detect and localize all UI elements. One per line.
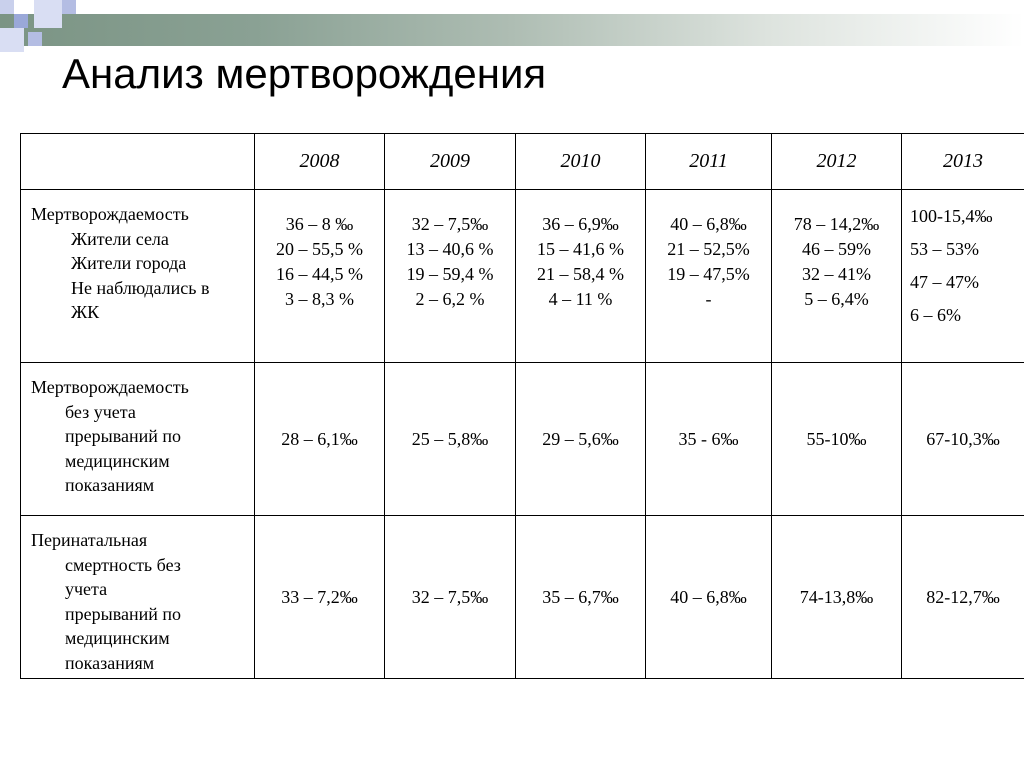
cell-line: 32 – 7,5‰ bbox=[411, 214, 489, 234]
row-label-sub: показаниям bbox=[65, 475, 155, 495]
row-label-sub: учета bbox=[65, 579, 108, 599]
year-header: 2009 bbox=[385, 134, 516, 190]
cell-line: 47 – 47% bbox=[910, 272, 979, 292]
decor-square bbox=[34, 0, 62, 28]
row-label-sub: ЖК bbox=[71, 302, 100, 322]
cell-line: 100-15,4‰ bbox=[910, 206, 993, 226]
header-decoration bbox=[0, 14, 1024, 46]
year-header: 2010 bbox=[516, 134, 646, 190]
table-row bbox=[21, 363, 1024, 516]
table-cell: 40 – 6,8‰ bbox=[646, 516, 772, 679]
row-label-sub: показаниям bbox=[65, 652, 155, 673]
year-header: 2013 bbox=[902, 134, 1024, 190]
row-label-main: Мертворождаемость bbox=[31, 377, 189, 397]
cell-line: 19 – 59,4 % bbox=[406, 264, 494, 284]
decor-square bbox=[0, 0, 14, 14]
table-cell bbox=[646, 190, 772, 363]
row-label-sub: прерываний по bbox=[65, 603, 181, 624]
decor-square bbox=[0, 28, 24, 52]
row-label-sub: Жители села bbox=[71, 228, 169, 249]
cell-line: 3 – 8,3 % bbox=[285, 289, 354, 309]
year-header: 2008 bbox=[255, 134, 385, 190]
row-label-sub: медицинским bbox=[65, 628, 170, 648]
table-cell: 33 – 7,2‰ bbox=[255, 516, 385, 679]
cell-line: 4 – 11 % bbox=[548, 289, 613, 309]
table-cell: 82-12,7‰ bbox=[902, 516, 1024, 679]
decor-square bbox=[14, 14, 28, 28]
row-label-main: Перинатальная bbox=[31, 530, 148, 550]
row-label bbox=[21, 516, 255, 679]
table-cell bbox=[772, 190, 902, 363]
cell-line: 46 – 59% bbox=[802, 239, 871, 259]
row-label bbox=[21, 363, 255, 516]
cell-line: 21 – 58,4 % bbox=[537, 264, 624, 284]
table-cell: 55-10‰ bbox=[772, 363, 902, 516]
cell-line: 15 – 41,6 % bbox=[537, 239, 624, 259]
row-label-sub: смертность без bbox=[65, 554, 181, 575]
table-cell: 28 – 6,1‰ bbox=[255, 363, 385, 516]
year-header: 2012 bbox=[772, 134, 902, 190]
table-row bbox=[21, 190, 1024, 363]
page-title: Анализ мертворождения bbox=[62, 50, 547, 97]
table-cell bbox=[902, 190, 1024, 363]
row-label-sub: Жители города bbox=[71, 253, 187, 273]
stillbirth-table bbox=[20, 133, 1024, 679]
table-row bbox=[21, 516, 1024, 679]
cell-line: 20 – 55,5 % bbox=[276, 239, 363, 259]
table-cell: 35 - 6‰ bbox=[646, 363, 772, 516]
table-cell: 29 – 5,6‰ bbox=[516, 363, 646, 516]
cell-line: 19 – 47,5% bbox=[667, 264, 750, 284]
cell-line: 36 – 6,9‰ bbox=[542, 214, 619, 234]
decor-square bbox=[62, 0, 76, 14]
header-empty-cell bbox=[21, 134, 255, 190]
row-label-sub: без учета bbox=[65, 401, 136, 422]
table-cell: 74-13,8‰ bbox=[772, 516, 902, 679]
table-cell: 25 – 5,8‰ bbox=[385, 363, 516, 516]
table-cell bbox=[385, 190, 516, 363]
row-label bbox=[21, 190, 255, 363]
table-cell: 35 – 6,7‰ bbox=[516, 516, 646, 679]
table-cell bbox=[516, 190, 646, 363]
cell-line: 53 – 53% bbox=[910, 239, 979, 259]
year-header: 2011 bbox=[646, 134, 772, 190]
cell-line: 32 – 41% bbox=[802, 264, 871, 284]
decor-square bbox=[28, 32, 42, 46]
cell-line: 78 – 14,2‰ bbox=[793, 214, 880, 234]
cell-line: 13 – 40,6 % bbox=[406, 239, 494, 259]
table-cell bbox=[255, 190, 385, 363]
cell-line: 5 – 6,4% bbox=[804, 289, 869, 309]
table-cell: 67-10,3‰ bbox=[902, 363, 1024, 516]
cell-line: 40 – 6,8‰ bbox=[670, 214, 747, 234]
row-label-main: Мертворождаемость bbox=[31, 204, 189, 224]
row-label-sub: Не наблюдались в bbox=[71, 277, 210, 298]
table-header-row bbox=[21, 134, 1024, 190]
row-label-sub: медицинским bbox=[65, 450, 170, 471]
row-label-sub: прерываний по bbox=[65, 426, 181, 446]
cell-line: 16 – 44,5 % bbox=[276, 264, 363, 284]
cell-line: 2 – 6,2 % bbox=[415, 289, 485, 309]
cell-line: 6 – 6% bbox=[910, 305, 961, 325]
cell-line: 21 – 52,5% bbox=[667, 239, 750, 259]
cell-line: - bbox=[705, 289, 712, 309]
cell-line: 36 – 8 ‰ bbox=[285, 214, 354, 234]
table-cell: 32 – 7,5‰ bbox=[385, 516, 516, 679]
